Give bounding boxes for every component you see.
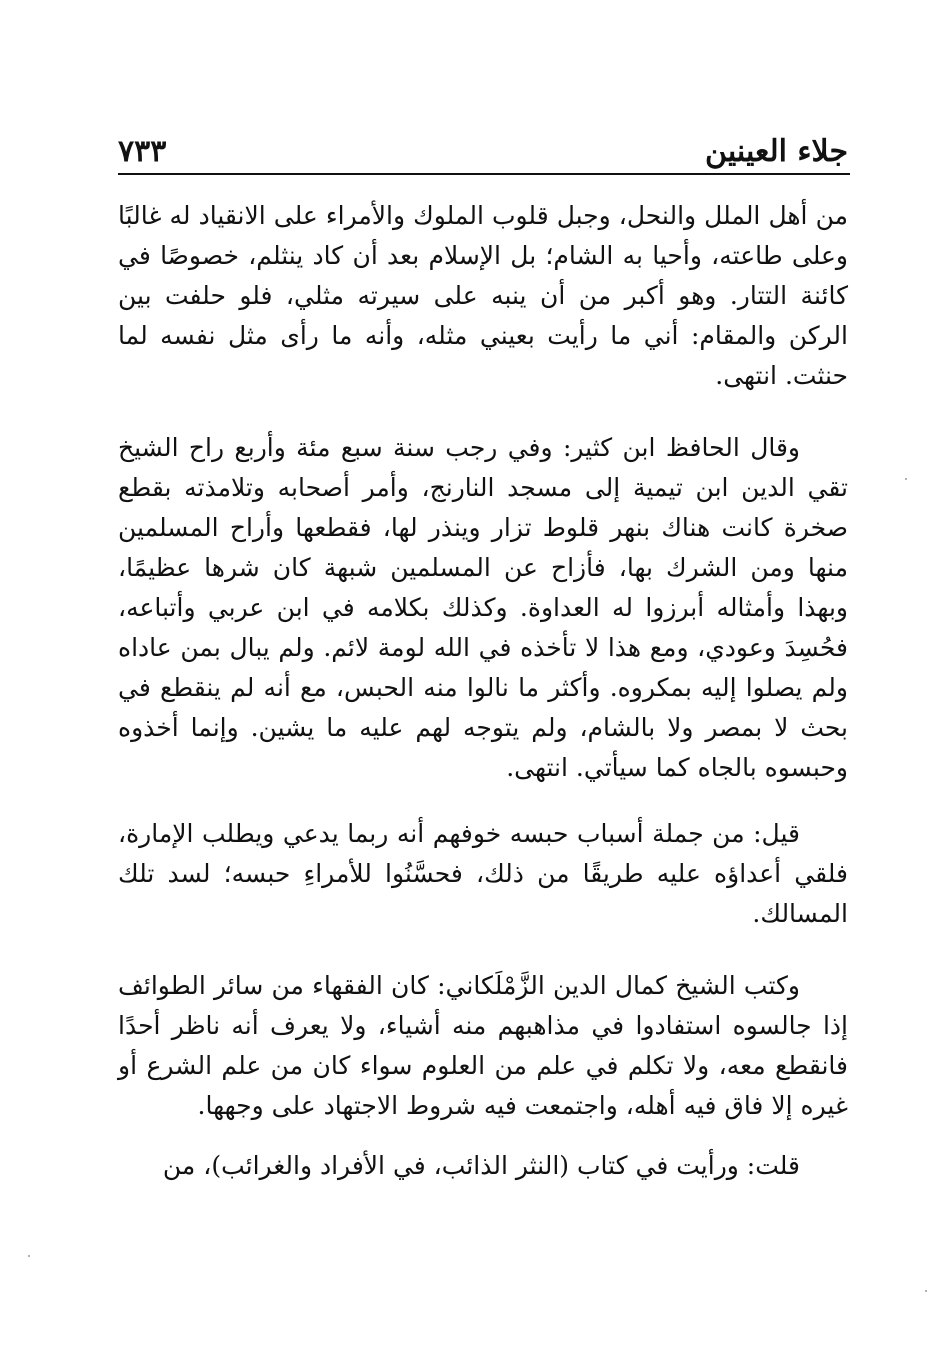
paragraph-3: قيل: من جملة أسباب حبسه خوفهم أنه ربما يدعي ويطلب الإمارة، فلقي أعداؤه عليه طريقًا من ذلك، فحسَّنُوا للأمراءِ حبسه؛ لسد تلك المسالك. [118,819,848,928]
running-header [118,128,850,172]
body-text [118,196,848,1186]
header-divider [118,173,850,175]
scan-speck [28,1255,30,1257]
paragraph-gap [118,396,848,428]
scan-speck [905,478,907,480]
paragraph-4: وكتب الشيخ كمال الدين الزَّمْلَكاني: كان الفقهاء من سائر الطوائف إذا جالسوه استفادوا في مذاهبهم منه أشياء، ولا يعرف أنه ناظر أحدًا فانقطع معه، ولا تكلم في علم من العلوم سواء كان من علم الشرع أو غيره إلا فاق فيه أهله، واجتمعت فيه شروط الاجتهاد على وجهها. [118,971,848,1120]
paragraph-2: وقال الحافظ ابن كثير: وفي رجب سنة سبع مئة وأربع راح الشيخ تقي الدين ابن تيمية إلى مسجد النارنج، وأمر أصحابه وتلامذته بقطع صخرة كانت هناك بنهر قلوط تزار وينذر لها، فقطعها وأراح المسلمين منها ومن الشرك بها، فأزاح عن المسلمين شبهة كان شرها عظيمًا، وبهذا وأمثاله أبرزوا له العداوة. وكذلك بكلامه في ابن عربي وأتباعه، فحُسِدَ وعودي، ومع هذا لا تأخذه في الله لومة لائم. ولم يبال بمن عاداه ولم يصلوا إليه بمكروه. وأكثر ما نالوا منه الحبس، مع أنه لم ينقطع في بحث لا بمصر ولا بالشام، ولم يتوجه لهم عليه ما يشين. وإنما أخذوه وحبسوه بالجاه كما سيأتي. انتهى. [118,433,848,782]
running-title: جلاء العينين [705,134,848,169]
paragraph-gap [118,788,848,814]
paragraph-5: قلت: ورأيت في كتاب (النثر الذائب، في الأفراد والغرائب)، من [162,1151,800,1180]
paragraph-gap [118,934,848,966]
page-number: ٧٣٣ [118,134,167,169]
paragraph-gap [118,1126,848,1146]
paragraph-1: من أهل الملل والنحل، وجبل قلوب الملوك والأمراء على الانقياد له غالبًا وعلى طاعته، وأحيا به الشام؛ بل الإسلام بعد أن كاد ينثلم، خصوصًا في كائنة التتار. وهو أكبر من أن ينبه على سيرته مثلي، فلو حلفت بين الركن والمقام: أني ما رأيت بعيني مثله، وأنه ما رأى مثل نفسه لما حنثت. انتهى. [118,201,848,390]
scan-speck [925,1290,927,1292]
